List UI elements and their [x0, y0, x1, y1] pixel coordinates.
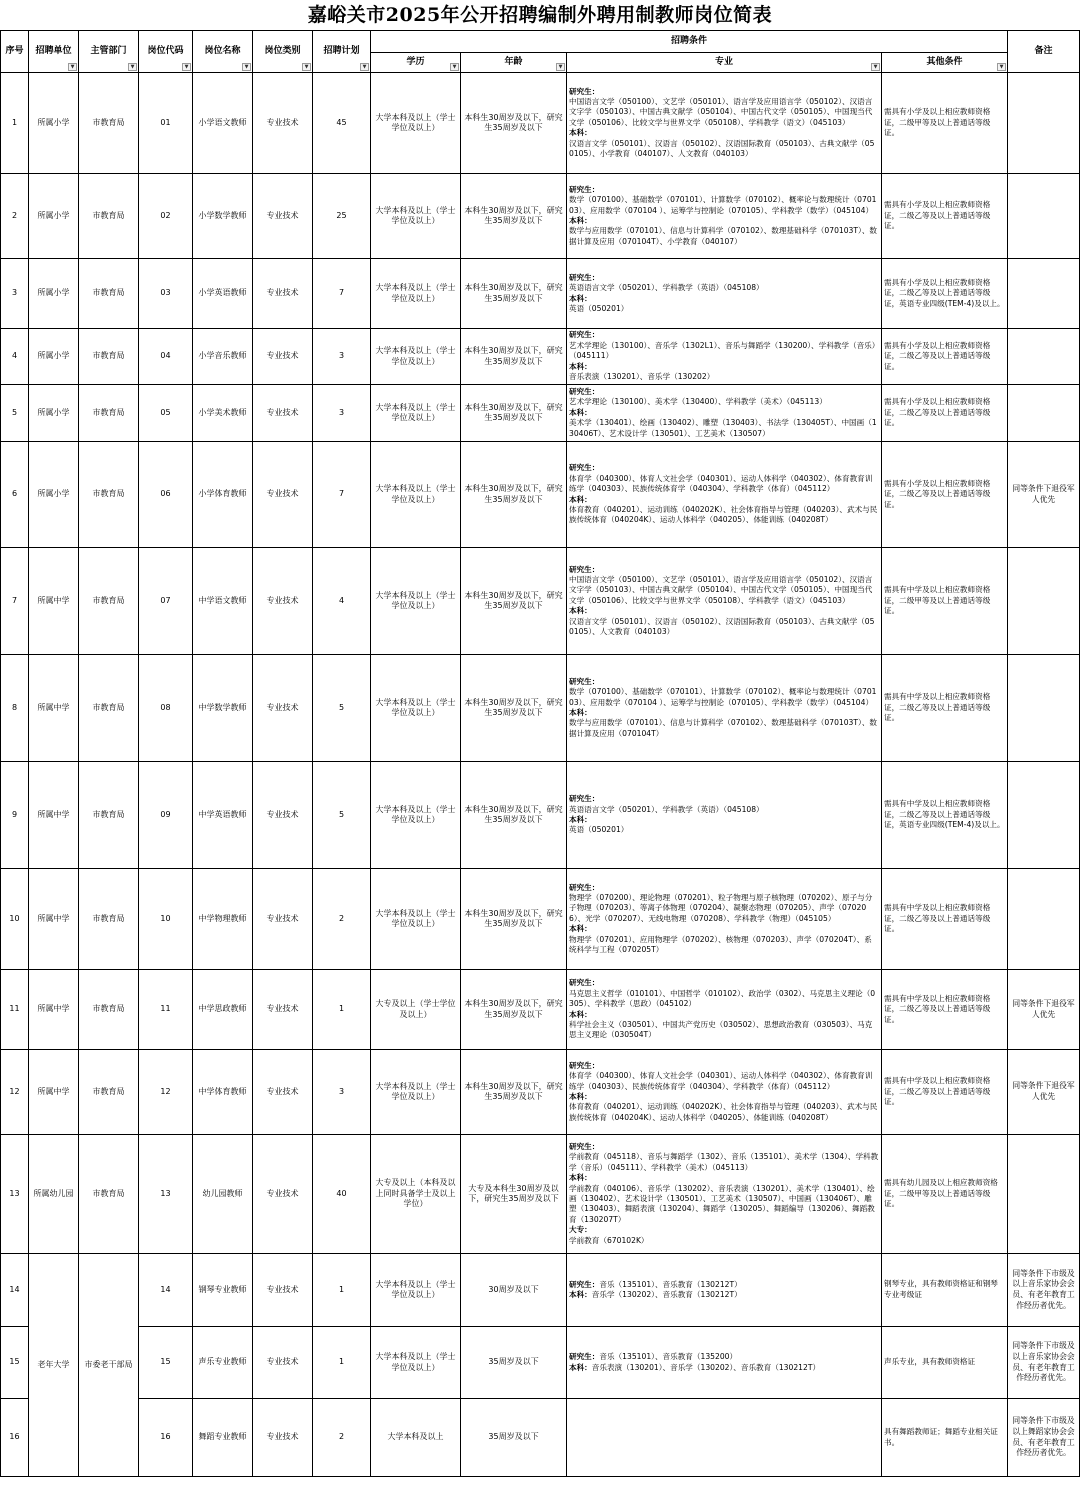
- cell-age: 本科生30周岁及以下，研究生35周岁及以下: [461, 329, 567, 385]
- cell-name: 中学体育教师: [193, 1050, 253, 1135]
- cell-education: 大学本科及以上（学士学位及以上）: [371, 762, 461, 869]
- cell-note: 同等条件下市级及以上音乐家协会会员、有老年教育工作经历者优先。: [1008, 1254, 1080, 1327]
- major-list: 体育学（040300）、体育人文社会学（040301）、运动人体科学（040302）、体育教育训练学（040303）、民族传统体育学（040304）、学科教学（体育）（045112）: [569, 473, 873, 494]
- cell-note: 同等条件下退役军人优先: [1008, 442, 1080, 548]
- cell-plan: 25: [313, 174, 371, 259]
- major-level-label: 本科：: [569, 1009, 592, 1019]
- cell-code: 03: [139, 259, 193, 329]
- cell-seq: 13: [1, 1135, 29, 1254]
- major-level-label: 研究生：: [569, 676, 600, 686]
- cell-other: 需具有小学及以上相应教师资格证，二级甲等及以上普通话等级证。: [882, 73, 1008, 174]
- cell-other: 需具有中学及以上相应教师资格证，二级乙等及以上普通话等级证。: [882, 869, 1008, 970]
- cell-category: 专业技术: [253, 174, 313, 259]
- cell-unit: 所属中学: [29, 869, 79, 970]
- filter-dropdown-icon[interactable]: ▼: [360, 63, 369, 71]
- cell-major: [567, 329, 882, 385]
- major-list: 科学社会主义（030501）、中国共产党历史（030502）、思想政治教育（030503）、马克思主义理论（030504T）: [569, 1019, 873, 1040]
- cell-plan: 3: [313, 385, 371, 442]
- cell-unit: 所属小学: [29, 73, 79, 174]
- major-list: 音乐（135101）、音乐教育（135200）: [599, 1352, 738, 1362]
- cell-education: 大学本科及以上（学士学位及以上）: [371, 1327, 461, 1399]
- cell-major: [567, 174, 882, 259]
- cell-plan: 3: [313, 329, 371, 385]
- cell-age: 本科生30周岁及以下，研究生35周岁及以下: [461, 869, 567, 970]
- cell-dept: 市教育局: [79, 385, 139, 442]
- cell-major: [567, 869, 882, 970]
- filter-dropdown-icon[interactable]: ▼: [182, 63, 191, 71]
- cell-category: 专业技术: [253, 442, 313, 548]
- cell-other: 钢琴专业，具有教师资格证和钢琴专业考级证: [882, 1254, 1008, 1327]
- major-list: 数学（070100）、基础数学（070101）、计算数学（070102）、概率论与数理统计（070103）、应用数学（070104 ）、运筹学与控制论（070105）、学科教学（数学）（045104）: [569, 687, 877, 707]
- cell-name: 声乐专业教师: [193, 1327, 253, 1399]
- cell-seq: 10: [1, 869, 29, 970]
- table-row: [1, 73, 1080, 174]
- major-level-label: 本科：: [569, 293, 592, 303]
- filter-dropdown-icon[interactable]: ▼: [302, 63, 311, 71]
- col-other: 其他条件 ▼: [882, 53, 1008, 73]
- filter-dropdown-icon[interactable]: ▼: [128, 63, 137, 71]
- table-row: [1, 655, 1080, 762]
- cell-name: 中学语文教师: [193, 548, 253, 655]
- cell-category: 专业技术: [253, 548, 313, 655]
- cell-code: 14: [139, 1254, 193, 1327]
- cell-age: 本科生30周岁及以下，研究生35周岁及以下: [461, 762, 567, 869]
- major-list: 体育学（040300）、体育人文社会学（040301）、运动人体科学（040302）、体育教育训练学（040303）、民族传统体育学（040304）、学科教学（体育）（045112）: [569, 1071, 873, 1091]
- col-major: 专业 ▼: [567, 53, 882, 73]
- cell-age: 本科生30周岁及以下，研究生35周岁及以下: [461, 259, 567, 329]
- major-list: 音乐表演（130201）、音乐学（130202）、音乐教育（130212T）: [591, 1362, 821, 1372]
- table-body: [1, 73, 1080, 1477]
- cell-note: [1008, 548, 1080, 655]
- col-plan: 招聘计划 ▼: [313, 31, 371, 73]
- col-age: 年龄 ▼: [461, 53, 567, 73]
- major-level-label: 研究生：: [569, 272, 600, 282]
- cell-plan: 2: [313, 869, 371, 970]
- cell-dept: 市教育局: [79, 762, 139, 869]
- cell-other: 需具有小学及以上相应教师资格证，二级乙等及以上普通话等级证。: [882, 329, 1008, 385]
- major-list: 数学（070100）、基础数学（070101）、计算数学（070102）、概率论与数理统计（070103）、应用数学（070104 ）、运筹学与控制论（070105）、学科教学（数学）（045104）: [569, 195, 877, 215]
- col-category: 岗位类别 ▼: [253, 31, 313, 73]
- cell-other: 具有舞蹈教师证；舞蹈专业相关证书。: [882, 1399, 1008, 1477]
- cell-unit: 所属中学: [29, 1050, 79, 1135]
- cell-plan: 45: [313, 73, 371, 174]
- cell-note: [1008, 655, 1080, 762]
- cell-education: 大学本科及以上（学士学位及以上）: [371, 385, 461, 442]
- position-table: [0, 30, 1080, 1477]
- major-list: 美术学（130401）、绘画（130402）、雕塑（130403）、书法学（130405T）、中国画（130406T）、艺术设计学（130501）、工艺美术（130507）: [569, 418, 877, 438]
- cell-seq: 5: [1, 385, 29, 442]
- cell-age: 本科生30周岁及以下，研究生35周岁及以下: [461, 73, 567, 174]
- cell-unit: 所属中学: [29, 548, 79, 655]
- table-row: [1, 1254, 1080, 1327]
- major-level-label: 研究生：: [569, 386, 600, 396]
- cell-name: 舞蹈专业教师: [193, 1399, 253, 1477]
- cell-category: 专业技术: [253, 385, 313, 442]
- cell-education: 大学本科及以上（学士学位及以上）: [371, 1254, 461, 1327]
- table-row: [1, 1135, 1080, 1254]
- cell-code: 15: [139, 1327, 193, 1399]
- cell-code: 10: [139, 869, 193, 970]
- cell-seq: 16: [1, 1399, 29, 1477]
- cell-dept: 市教育局: [79, 869, 139, 970]
- cell-other: 需具有小学及以上相应教师资格证，二级乙等及以上普通话等级证。: [882, 174, 1008, 259]
- major-level-label: 本科：: [569, 216, 592, 225]
- cell-education: 大学本科及以上（学士学位及以上）: [371, 174, 461, 259]
- cell-education: 大学本科及以上: [371, 1399, 461, 1477]
- col-conditions: 招聘条件: [371, 31, 1008, 53]
- cell-other: 需具有中学及以上相应教师资格证，二级乙等及以上普通话等级证。: [882, 655, 1008, 762]
- cell-code: 04: [139, 329, 193, 385]
- cell-note: [1008, 762, 1080, 869]
- page-title: 嘉峪关市2025年公开招聘编制外聘用制教师岗位简表: [307, 4, 773, 26]
- cell-plan: 5: [313, 655, 371, 762]
- cell-age: 本科生30周岁及以下，研究生35周岁及以下: [461, 442, 567, 548]
- cell-major: [567, 442, 882, 548]
- table-row: [1, 174, 1080, 259]
- cell-unit: 所属小学: [29, 385, 79, 442]
- cell-seq: 3: [1, 259, 29, 329]
- cell-category: 专业技术: [253, 1327, 313, 1399]
- cell-age: 本科生30周岁及以下，研究生35周岁及以下: [461, 548, 567, 655]
- major-list: 物理学（070201）、应用物理学（070202）、核物理（070203）、声学（070204T）、系统科学与工程（070205T）: [569, 934, 872, 955]
- major-level-label: 研究生：: [569, 1141, 600, 1151]
- major-level-label: 本科：: [569, 494, 592, 504]
- cell-category: 专业技术: [253, 73, 313, 174]
- major-list: 体育教育（040201）、运动训练（040202K）、社会体育指导与管理（040203）、武术与民族传统体育（040204K）、运动人体科学（040205）、体能训练（040208T）: [569, 1102, 878, 1122]
- cell-name: 中学物理教师: [193, 869, 253, 970]
- cell-name: 中学思政教师: [193, 970, 253, 1050]
- cell-major: [567, 970, 882, 1050]
- major-level-label: 本科：: [569, 924, 592, 934]
- cell-unit: 所属小学: [29, 442, 79, 548]
- major-list: 学前教育（045118）、音乐与舞蹈学（1302）、音乐（135101）、美术学（1304）、学科教学（音乐）（045111）、学科教学（美术）（045113）: [569, 1152, 879, 1172]
- cell-dept: 市教育局: [79, 73, 139, 174]
- cell-dept: 市教育局: [79, 548, 139, 655]
- col-note: 备注: [1008, 31, 1080, 73]
- cell-name: 中学数学教师: [193, 655, 253, 762]
- cell-name: 小学音乐教师: [193, 329, 253, 385]
- cell-code: 11: [139, 970, 193, 1050]
- cell-education: 大专及以上（本科及以上同时具备学士及以上学位）: [371, 1135, 461, 1254]
- cell-name: 小学体育教师: [193, 442, 253, 548]
- cell-note: 同等条件下退役军人优先: [1008, 970, 1080, 1050]
- cell-major: [567, 655, 882, 762]
- table-row: [1, 1050, 1080, 1135]
- cell-education: 大学本科及以上（学士学位及以上）: [371, 655, 461, 762]
- cell-note: [1008, 385, 1080, 442]
- major-level-label: 本科：: [569, 1362, 592, 1372]
- cell-plan: 40: [313, 1135, 371, 1254]
- cell-dept: 市教育局: [79, 174, 139, 259]
- cell-code: 16: [139, 1399, 193, 1477]
- cell-other: 需具有中学及以上相应教师资格证，二级乙等及以上普通话等级证。: [882, 970, 1008, 1050]
- major-list: 音乐表演（130201）、音乐学（130202）: [569, 372, 715, 382]
- table-row: [1, 548, 1080, 655]
- cell-major: [567, 1254, 882, 1327]
- cell-unit: 所属幼儿园: [29, 1135, 79, 1254]
- major-list: 中国语言文学（050100）、文艺学（050101）、语言学及应用语言学（050102）、汉语言文字学（050103）、中国古典文献学（050104）、中国古代文学（050105）、中国现当代文学（050106）、比较文学与世界文学（050108）、学科教学（语文）（045103）: [569, 96, 873, 127]
- cell-other: 声乐专业，具有教师资格证: [882, 1327, 1008, 1399]
- cell-note: 同等条件下市级及以上音乐家协会会员、有老年教育工作经历者优先。: [1008, 1327, 1080, 1399]
- cell-note: 同等条件下市级及以上舞蹈家协会会员、有老年教育工作经历者优先。: [1008, 1399, 1080, 1477]
- major-list: 英语语言文学（050201）、学科教学（英语）（045108）: [569, 283, 764, 293]
- major-level-label: 本科：: [569, 1092, 592, 1101]
- cell-major: [567, 1135, 882, 1254]
- major-list: 英语（050201）: [569, 825, 629, 835]
- cell-other: 需具有小学及以上相应教师资格证，二级乙等及以上普通话等级证。: [882, 442, 1008, 548]
- filter-dropdown-icon[interactable]: ▼: [871, 63, 880, 71]
- cell-category: 专业技术: [253, 869, 313, 970]
- cell-plan: 4: [313, 548, 371, 655]
- cell-other: 需具有幼儿园及以上相应教师资格证，二级甲等及以上普通话等级证。: [882, 1135, 1008, 1254]
- cell-other: 需具有中学及以上相应教师资格证，二级乙等及以上普通话等级证，英语专业四级(TEM-4)及以上。: [882, 762, 1008, 869]
- cell-unit: 老年大学: [29, 1254, 79, 1477]
- major-level-label: 研究生：: [569, 1352, 600, 1362]
- cell-age: 本科生30周岁及以下，研究生35周岁及以下: [461, 385, 567, 442]
- cell-unit: 所属小学: [29, 174, 79, 259]
- major-level-label: 研究生：: [569, 463, 600, 473]
- cell-code: 06: [139, 442, 193, 548]
- major-list: 数学与应用数学（070101）、信息与计算科学（070102）、数理基础科学（070103T）、数据计算及应用（070104T）、小学教育（040107）: [569, 226, 878, 246]
- cell-category: 专业技术: [253, 1135, 313, 1254]
- major-level-label: 本科：: [569, 815, 592, 824]
- cell-other: 需具有小学及以上相应教师资格证，二级乙等及以上普通话等级证，英语专业四级(TEM-4)及以上。: [882, 259, 1008, 329]
- cell-code: 05: [139, 385, 193, 442]
- major-level-label: 研究生：: [569, 564, 600, 574]
- cell-age: 35周岁及以下: [461, 1327, 567, 1399]
- cell-unit: 所属小学: [29, 259, 79, 329]
- cell-category: 专业技术: [253, 1254, 313, 1327]
- major-level-label: 本科：: [569, 407, 592, 417]
- col-code: 岗位代码 ▼: [139, 31, 193, 73]
- major-list: 物理学（070200）、理论物理（070201）、粒子物理与原子核物理（070202）、原子与分子物理（070203）、等离子体物理（070204）、凝聚态物理（070205）、声学（070206）、光学（070207）、无线电物理（070208）、学科教学（物理）（045105）: [569, 892, 873, 923]
- cell-note: [1008, 869, 1080, 970]
- cell-unit: 所属中学: [29, 970, 79, 1050]
- table-row: [1, 259, 1080, 329]
- cell-code: 01: [139, 73, 193, 174]
- col-seq: 序号: [1, 31, 29, 73]
- cell-seq: 14: [1, 1254, 29, 1327]
- table-row: [1, 1327, 1080, 1399]
- table-row: [1, 869, 1080, 970]
- cell-code: 13: [139, 1135, 193, 1254]
- cell-plan: 2: [313, 1399, 371, 1477]
- cell-dept: 市教育局: [79, 655, 139, 762]
- major-list: 学前教育（670102K）: [569, 1235, 649, 1245]
- major-level-label: 研究生：: [569, 1060, 600, 1070]
- major-level-label: 本科：: [569, 606, 592, 616]
- major-list: 数学与应用数学（070101）、信息与计算科学（070102）、数理基础科学（070103T）、数据计算及应用（070104T）: [569, 718, 878, 738]
- cell-seq: 9: [1, 762, 29, 869]
- cell-other: 需具有中学及以上相应教师资格证，二级乙等及以上普通话等级证。: [882, 1050, 1008, 1135]
- cell-education: 大学本科及以上（学士学位及以上）: [371, 329, 461, 385]
- major-level-label: 研究生：: [569, 330, 600, 340]
- cell-name: 小学语文教师: [193, 73, 253, 174]
- major-level-label: 本科：: [569, 361, 592, 371]
- cell-unit: 所属小学: [29, 329, 79, 385]
- cell-note: [1008, 1135, 1080, 1254]
- cell-major: [567, 548, 882, 655]
- cell-dept: 市教育局: [79, 1050, 139, 1135]
- cell-seq: 4: [1, 329, 29, 385]
- cell-plan: 7: [313, 442, 371, 548]
- cell-age: 本科生30周岁及以下，研究生35周岁及以下: [461, 1050, 567, 1135]
- cell-seq: 15: [1, 1327, 29, 1399]
- col-dept: 主管部门 ▼: [79, 31, 139, 73]
- cell-unit: 所属中学: [29, 762, 79, 869]
- major-list: 艺术学理论（130100）、美术学（130400）、学科教学（美术）（045113）: [569, 397, 827, 407]
- cell-name: 小学美术教师: [193, 385, 253, 442]
- cell-code: 09: [139, 762, 193, 869]
- major-level-label: 研究生：: [569, 978, 600, 988]
- cell-age: 35周岁及以下: [461, 1399, 567, 1477]
- major-level-label: 研究生：: [569, 794, 600, 804]
- major-level-label: 本科：: [569, 1290, 592, 1299]
- col-unit: 招聘单位 ▼: [29, 31, 79, 73]
- cell-other: 需具有中学及以上相应教师资格证，二级甲等及以上普通话等级证。: [882, 548, 1008, 655]
- cell-age: 本科生30周岁及以下，研究生35周岁及以下: [461, 655, 567, 762]
- filter-dropdown-icon[interactable]: ▼: [450, 63, 459, 71]
- cell-age: 本科生30周岁及以下，研究生35周岁及以下: [461, 174, 567, 259]
- cell-seq: 12: [1, 1050, 29, 1135]
- filter-dropdown-icon[interactable]: ▼: [242, 63, 251, 71]
- cell-major: [567, 762, 882, 869]
- cell-age: 大专及本科生30周岁及以下，研究生35周岁及以下: [461, 1135, 567, 1254]
- cell-dept: 市教育局: [79, 1135, 139, 1254]
- cell-major: [567, 385, 882, 442]
- col-name: 岗位名称 ▼: [193, 31, 253, 73]
- cell-education: 大学本科及以上（学士学位及以上）: [371, 869, 461, 970]
- cell-age: 30周岁及以下: [461, 1254, 567, 1327]
- cell-category: 专业技术: [253, 329, 313, 385]
- cell-seq: 2: [1, 174, 29, 259]
- filter-dropdown-icon[interactable]: ▼: [556, 63, 565, 71]
- cell-dept: 市教育局: [79, 442, 139, 548]
- col-education: 学历 ▼: [371, 53, 461, 73]
- cell-education: 大学本科及以上（学士学位及以上）: [371, 548, 461, 655]
- major-list: 中国语言文学（050100）、文艺学（050101）、语言学及应用语言学（050102）、汉语言文字学（050103）、中国古典文献学（050104）、中国古代文学（050105）、中国现当代文学（050106）、比较文学与世界文学（050108）、学科教学（语文）（045103）: [569, 574, 873, 605]
- cell-major: [567, 259, 882, 329]
- cell-category: 专业技术: [253, 655, 313, 762]
- table-row: [1, 762, 1080, 869]
- cell-dept: 市教育局: [79, 259, 139, 329]
- cell-plan: 3: [313, 1050, 371, 1135]
- cell-code: 02: [139, 174, 193, 259]
- cell-seq: 11: [1, 970, 29, 1050]
- cell-unit: 所属中学: [29, 655, 79, 762]
- cell-plan: 1: [313, 970, 371, 1050]
- cell-note: [1008, 329, 1080, 385]
- cell-category: 专业技术: [253, 259, 313, 329]
- cell-code: 08: [139, 655, 193, 762]
- cell-education: 大学本科及以上（学士学位及以上）: [371, 442, 461, 548]
- cell-name: 小学英语教师: [193, 259, 253, 329]
- cell-education: 大学本科及以上（学士学位及以上）: [371, 1050, 461, 1135]
- cell-note: [1008, 174, 1080, 259]
- cell-major: [567, 1399, 882, 1477]
- cell-major: [567, 73, 882, 174]
- cell-dept: 市教育局: [79, 970, 139, 1050]
- cell-plan: 5: [313, 762, 371, 869]
- major-list: 英语（050201）: [569, 303, 629, 313]
- table-row: [1, 329, 1080, 385]
- cell-note: [1008, 259, 1080, 329]
- cell-seq: 7: [1, 548, 29, 655]
- cell-education: 大学本科及以上（学士学位及以上）: [371, 259, 461, 329]
- cell-plan: 7: [313, 259, 371, 329]
- cell-code: 12: [139, 1050, 193, 1135]
- major-level-label: 研究生：: [569, 184, 600, 194]
- major-level-label: 本科：: [569, 128, 592, 138]
- cell-name: 幼儿园教师: [193, 1135, 253, 1254]
- filter-dropdown-icon[interactable]: ▼: [68, 63, 77, 71]
- major-list: 体育教育（040201）、运动训练（040202K）、社会体育指导与管理（040203）、武术与民族传统体育（040204K）、运动人体科学（040205）、体能训练（040208T）: [569, 504, 878, 525]
- cell-category: 专业技术: [253, 970, 313, 1050]
- cell-dept: 市教育局: [79, 329, 139, 385]
- major-list: 英语语言文学（050201）、学科教学（英语）（045108）: [569, 804, 764, 814]
- cell-name: 中学英语教师: [193, 762, 253, 869]
- cell-education: 大专及以上（学士学位及以上）: [371, 970, 461, 1050]
- major-level-label: 研究生：: [569, 882, 600, 892]
- table-row: [1, 385, 1080, 442]
- cell-name: 钢琴专业教师: [193, 1254, 253, 1327]
- major-list: 音乐（135101）、音乐教育（130212T）: [599, 1279, 742, 1289]
- cell-category: 专业技术: [253, 1399, 313, 1477]
- cell-code: 07: [139, 548, 193, 655]
- major-list: 艺术学理论（130100）、音乐学（1302L1）、音乐与舞蹈学（130200）、学科教学（音乐）（045111）: [569, 340, 876, 361]
- cell-note: [1008, 73, 1080, 174]
- major-list: 学前教育（040106）、音乐学（130202）、音乐表演（130201）、美术学（130401）、绘画（130402）、艺术设计学（130501）、工艺美术（130507）、中国画（130406T）、雕塑（130403）、舞蹈表演（130204）、舞蹈学（130205）、舞蹈编导（130206）、舞蹈教育（130207T）: [569, 1183, 875, 1224]
- cell-major: [567, 1327, 882, 1399]
- cell-age: 本科生30周岁及以下，研究生35周岁及以下: [461, 970, 567, 1050]
- cell-seq: 6: [1, 442, 29, 548]
- major-level-label: 大专：: [569, 1225, 592, 1235]
- cell-dept: 市委老干部局: [79, 1254, 139, 1477]
- cell-plan: 1: [313, 1327, 371, 1399]
- cell-category: 专业技术: [253, 1050, 313, 1135]
- major-level-label: 本科：: [569, 1173, 592, 1183]
- cell-note: 同等条件下退役军人优先: [1008, 1050, 1080, 1135]
- cell-seq: 1: [1, 73, 29, 174]
- cell-category: 专业技术: [253, 762, 313, 869]
- major-list: 马克思主义哲学（010101）、中国哲学（010102）、政治学（0302）、马克思主义理论（0305）、学科教学（思政）（045102）: [569, 988, 876, 1009]
- cell-other: 需具有小学及以上相应教师资格证，二级乙等及以上普通话等级证。: [882, 385, 1008, 442]
- table-row: [1, 970, 1080, 1050]
- cell-major: [567, 1050, 882, 1135]
- cell-plan: 1: [313, 1254, 371, 1327]
- major-list: 汉语言文学（050101）、汉语言（050102）、汉语国际教育（050103）、古典文献学（050105）、小学教育（040107）、人文教育（040103）: [569, 138, 875, 159]
- major-list: 汉语言文学（050101）、汉语言（050102）、汉语国际教育（050103）、古典文献学（050105）、人文教育（040103）: [569, 616, 875, 637]
- major-level-label: 研究生：: [569, 1279, 600, 1289]
- major-level-label: 本科：: [569, 708, 592, 717]
- cell-seq: 8: [1, 655, 29, 762]
- major-level-label: 研究生：: [569, 86, 600, 96]
- cell-name: 小学数学教师: [193, 174, 253, 259]
- table-row: [1, 1399, 1080, 1477]
- major-list: 音乐学（130202）、音乐教育（130212T）: [591, 1290, 742, 1299]
- table-row: [1, 442, 1080, 548]
- filter-dropdown-icon[interactable]: ▼: [997, 63, 1006, 71]
- cell-education: 大学本科及以上（学士学位及以上）: [371, 73, 461, 174]
